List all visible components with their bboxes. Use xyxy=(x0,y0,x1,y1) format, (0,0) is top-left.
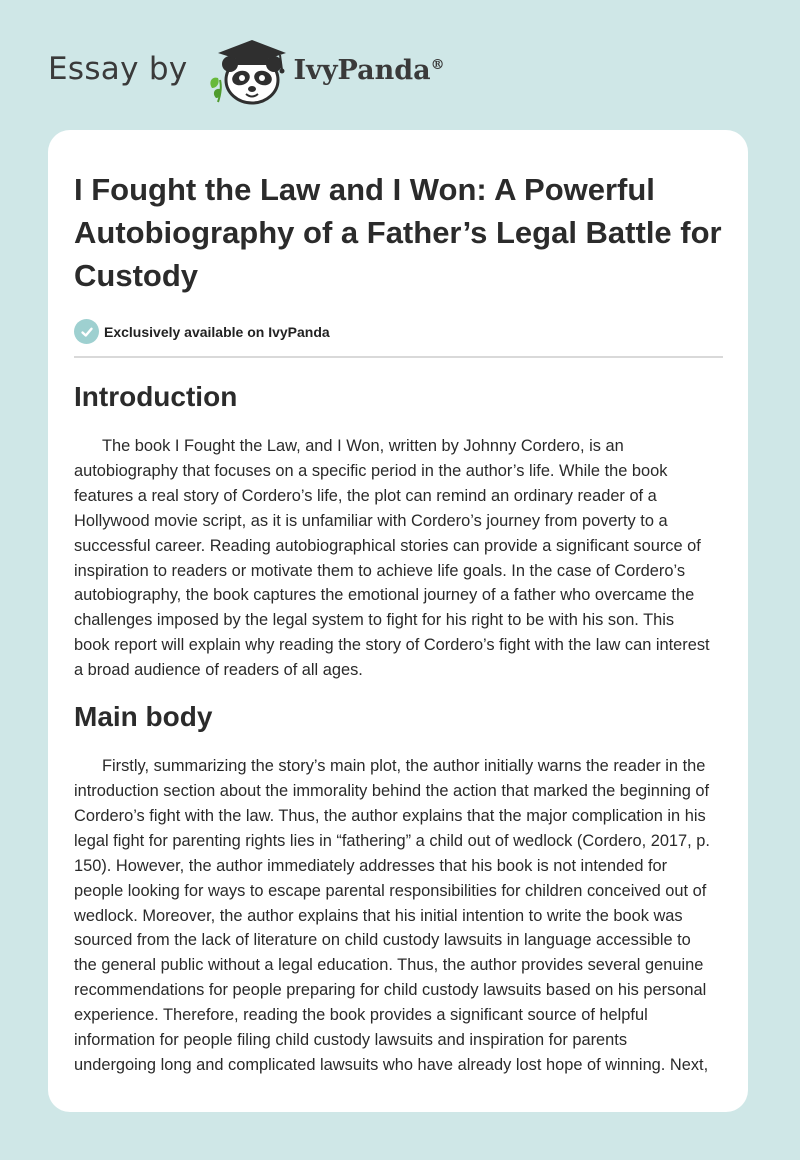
panda-graduation-cap-icon xyxy=(206,36,290,108)
article-title: I Fought the Law and I Won: A Powerful Autobiography of a Father’s Legal Battle for Custody xyxy=(74,172,722,293)
section-body-main-body: Firstly, summarizing the story’s main plot, the author initially warns the reader in the introduction section about the immorality behind the action that marked the beginning of Cordero’s fight with the law. Thus, the author explains that the major complication in his legal fight for parenting rights lies in “fathering” a child out of wedlock (Cordero, 2017, p. 150). However, the author immediately addresses that his book is not intended for people looking for ways to escape parental responsibilities for children conceived out of wedlock. Moreover, the author explains that his initial intention to write the book was sourced from the lack of literature on child custody lawsuits in language accessible to the general public without a legal education. Thus, the author provides several genuine recommendations for people preparing for child custody lawsuits based on his personal experience. Therefore, reading the book provides a significant source of helpful information for people filing child custody lawsuits and inspiration for parents undergoing long and complicated lawsuits who have already lost hope of winning. Next, xyxy=(74,757,710,1074)
exclusive-badge-text: Exclusively available on IvyPanda xyxy=(104,323,330,340)
article-content xyxy=(74,168,724,1078)
title-divider xyxy=(74,356,723,358)
section-heading-main-body: Main body xyxy=(74,701,213,733)
exclusive-badge xyxy=(74,319,724,344)
section-body-introduction: The book I Fought the Law, and I Won, written by Johnny Cordero, is an autobiography that focuses on a specific period in the author’s life. While the book features a real story of Cordero’s life, the plot can remind an ordinary reader of a Hollywood movie script, as it is unfamiliar with Cordero’s journey from poverty to a successful career. Reading autobiographical stories can provide a significant source of inspiration to readers or motivate them to achieve life goals. In the case of Cordero’s autobiography, the book captures the emotional journey of a father who overcame the challenges imposed by the legal system to fight for his right to be with his son. This book report will explain why reading the story of Cordero’s fight with the law can interest a broad audience of readers of all ages. xyxy=(74,437,710,680)
article-card xyxy=(48,130,748,1112)
brand-prefix: Essay by xyxy=(48,51,188,87)
site-brand[interactable] xyxy=(48,36,445,108)
section-heading-introduction: Introduction xyxy=(74,381,238,412)
check-circle-icon xyxy=(74,319,99,344)
registered-mark: ® xyxy=(430,56,445,73)
brand-name: IvyPanda® xyxy=(293,54,445,86)
